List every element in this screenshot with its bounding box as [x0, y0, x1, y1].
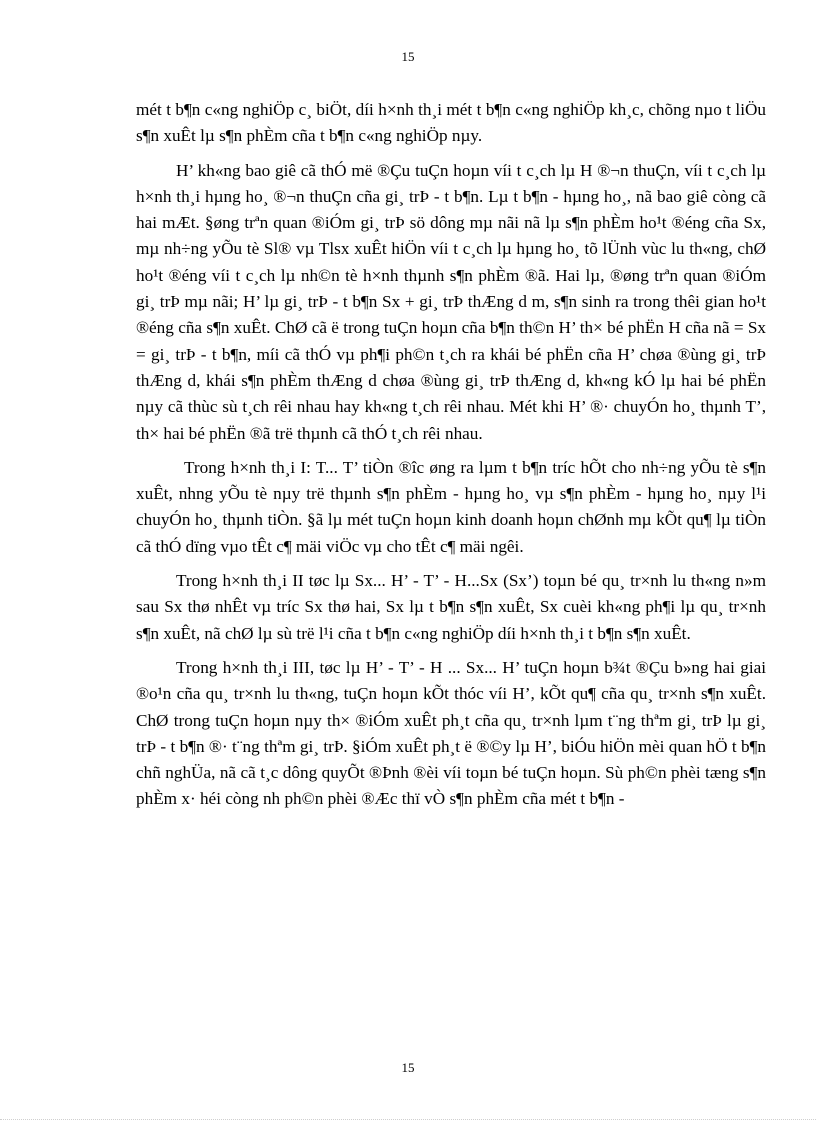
page-number-top: 15 — [401, 49, 415, 64]
page-number-bottom: 15 — [401, 1060, 415, 1075]
document-body — [136, 97, 766, 821]
page-bottom-border — [0, 1119, 816, 1120]
paragraph-4: Trong h×nh th¸i II tøc lµ Sx... H’ - T’ - H...Sx (Sx’) toµn bé qu¸ tr×nh lu th«ng n»m sau Sx thø nhÊt vµ tríc Sx thø hai, Sx lµ t b¶n s¶n xuÊt, Sx cuèi kh«ng ph¶i lµ qu¸ tr×nh s¶n xuÊt, nã chØ lµ sù trë l¹i cña t b¶n c«ng nghiÖp díi h×nh th¸i t b¶n s¶n xuÊt. — [136, 571, 766, 643]
paragraph-3: Trong h×nh th¸i I: T... T’ tiÒn ®îc øng ra lµm t b¶n tríc hÕt cho nh÷ng yÕu tè s¶n xuÊt, nhng yÕu tè nµy trë thµnh s¶n phÈm - hµng ho¸ vµ s¶n phÈm - hµng ho¸ nµy l¹i chuyÓn ho¸ thµnh tiÒn. §ã lµ mét tuÇn hoµn kinh doanh hoµn chØnh mµ kÕt qu¶ lµ tiÒn cã thÓ dïng vµo tÊt c¶ mäi viÖc vµ cho tÊt c¶ mäi ngêi. — [136, 457, 766, 556]
paragraph-5: Trong h×nh th¸i III, tøc lµ H’ - T’ - H ... Sx... H’ tuÇn hoµn b¾t ®Çu b»ng hai giai ®o¹n cña qu¸ tr×nh lu th«ng, tuÇn hoµn kÕt thóc víi H’, kÕt qu¶ cña qu¸ tr×nh s¶n xuÊt. ChØ trong tuÇn hoµn nµy th× ®iÓm xuÊt ph¸t cña qu¸ tr×nh lµm t¨ng thªm gi¸ trÞ lµ gi¸ trÞ - t b¶n ®· t¨ng thªm gi¸ trÞ. §iÓm xuÊt ph¸t ë ®©y lµ H’, biÓu hiÖn mèi quan hÖ t b¶n chñ nghÜa, nã cã t¸c dông quyÕt ®Þnh ®èi víi toµn bé tuÇn hoµn. Sù ph©n phèi tæng s¶n phÈm x· héi còng nh ph©n phèi ®Æc thï vÒ s¶n phÈm cña mét t b¶n - — [136, 657, 766, 809]
paragraph-1: mét t b¶n c«ng nghiÖp c¸ biÖt, díi h×nh th¸i mét t b¶n c«ng nghiÖp kh¸c, chõng nµo t liÖu s¶n xuÊt lµ s¶n phÈm cña t b¶n c«ng nghiÖp nµy. — [136, 100, 766, 146]
paragraph-2: H’ kh«ng bao giê cã thÓ më ®Çu tuÇn hoµn víi t c¸ch lµ H ®¬n thuÇn, víi t c¸ch lµ h×nh th¸i hµng ho¸ ®¬n thuÇn cña gi¸ trÞ - t b¶n. Lµ t b¶n - hµng ho¸, nã bao giê còng cã hai mÆt. §øng trªn quan ®iÓm gi¸ trÞ sö dông mµ nãi nã lµ s¶n phÈm ho¹t ®éng cña Sx, mµ nh÷ng yÕu tè Sl® vµ Tlsx xuÊt hiÖn víi t c¸ch lµ hµng ho¸ tõ lÜnh vùc lu th«ng, chØ ho¹t ®éng víi t c¸ch lµ nh©n tè h×nh thµnh s¶n phÈm ®ã. Hai lµ, ®øng trªn quan ®iÓm gi¸ trÞ mµ nãi; H’ lµ gi¸ trÞ - t b¶n Sx + gi¸ trÞ thÆng d m, s¶n sinh ra trong thêi gian ho¹t ®éng cña s¶n xuÊt. ChØ cã ë trong tuÇn hoµn cña b¶n th©n H’ th× bé phËn H cña nã = Sx = gi¸ trÞ - t b¶n, míi cã thÓ vµ ph¶i ph©n t¸ch ra khái bé phËn cña H’ chøa ®ùng gi¸ trÞ thÆng d, khái s¶n phÈm thÆng d chøa ®ùng gi¸ trÞ thÆng d, kh«ng kÓ lµ hai bé phËn nµy cã thùc sù t¸ch rêi nhau hay kh«ng t¸ch rêi nhau. Mét khi H’ ®· chuyÓn ho¸ thµnh T’, th× hai bé phËn ®ã trë thµnh cã thÓ t¸ch rêi nhau. — [136, 160, 766, 443]
